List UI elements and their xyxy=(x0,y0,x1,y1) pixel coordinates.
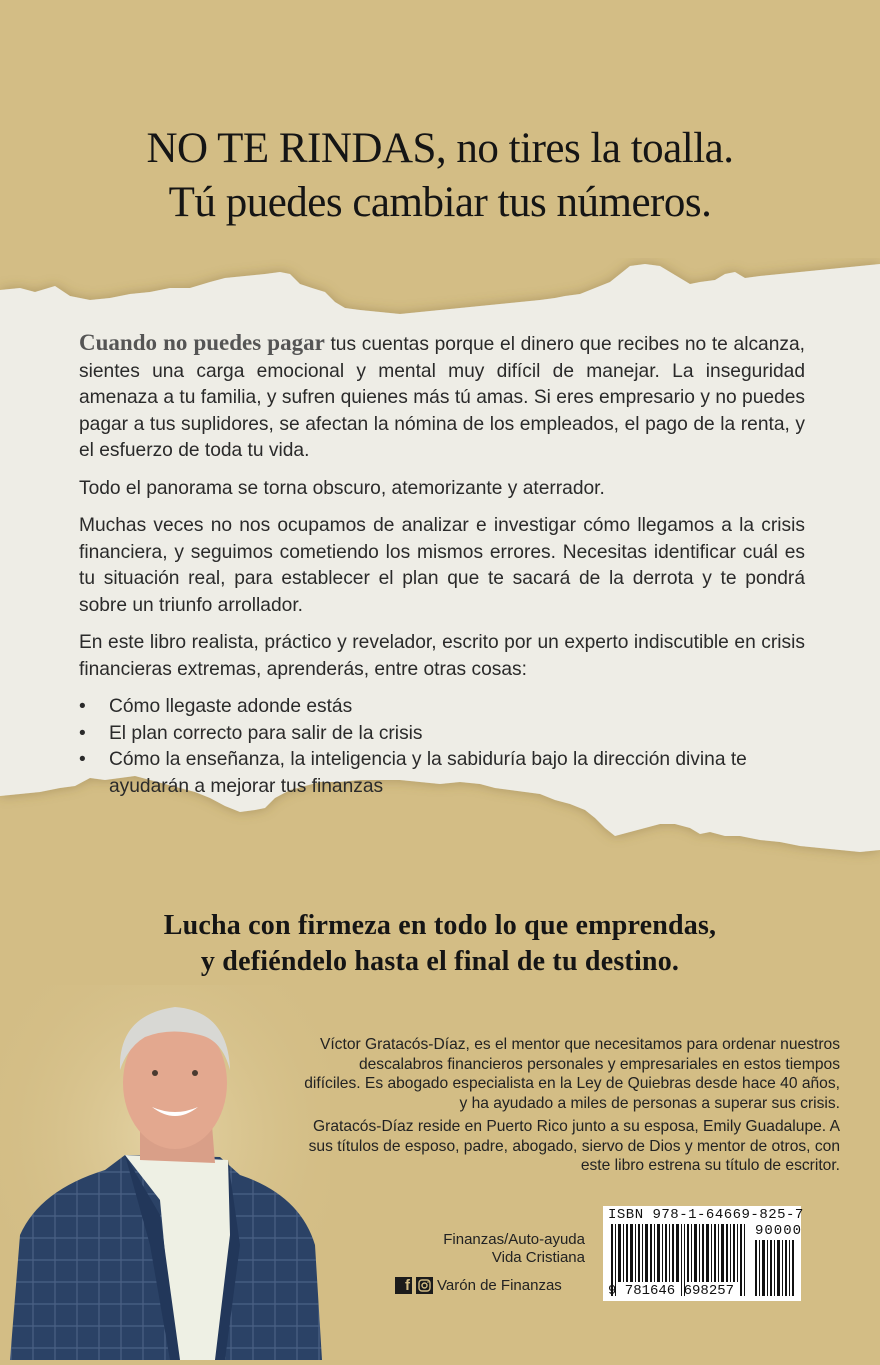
closing-quote xyxy=(0,908,880,980)
list-item: • Cómo llegaste adonde estás xyxy=(79,694,805,721)
author-bio-paragraph-2: Gratacós-Díaz reside en Puerto Rico junto a su esposa, Emily Guadalupe. A sus títulos de esposo, padre, abogado, siervo de Dios y mentor de otros, con este libro estrena su título de escritor. xyxy=(308,1118,840,1174)
headline-line-1: NO TE RINDAS, no tires la toalla. xyxy=(146,125,734,172)
instagram-icon xyxy=(416,1277,433,1294)
synopsis-paragraph-2: Todo el panorama se torna obscuro, atemorizante y aterrador. xyxy=(79,477,605,499)
ean-digits: 9 781646 698257 xyxy=(608,1283,735,1299)
list-item: • El plan correcto para salir de la crisis xyxy=(79,721,805,748)
social-handle-text: Varón de Finanzas xyxy=(437,1277,562,1294)
category-2: Vida Cristiana xyxy=(491,1249,585,1266)
author-photo xyxy=(0,985,330,1360)
synopsis-paragraph-1: Cuando no puedes pagar tus cuentas porque el dinero que recibes no te alcanza, sientes una carga emocional y mental muy difícil de manejar. La inseguridad amenaza a tu familia, y sufren quienes más tú amas. Si eres empresario y no puedes pagar a tus suplidores, se afectan la nómina de los empleados, el pago de la renta, y el esfuerzo de toda tu vida. xyxy=(79,330,805,461)
synopsis-paragraph-4: En este libro realista, práctico y revelador, escrito por un experto indiscutible en crisis financieras extremas, aprenderás, entre otras cosas: xyxy=(79,632,805,680)
list-item: • Cómo la enseñanza, la inteligencia y la sabiduría bajo la dirección divina te ayudarán a mejorar tus finanzas xyxy=(79,747,805,800)
synopsis-paragraph-3: Muchas veces no nos ocupamos de analizar e investigar cómo llegamos a la crisis financiera, y seguimos cometiendo los mismos errores. Necesitas identificar cuál es tu situación real, para establecer el plan que te sacará de la derrota y te pondrá sobre un triunfo arrollador. xyxy=(79,515,805,616)
book-categories xyxy=(400,1231,585,1267)
synopsis xyxy=(79,330,805,800)
closing-quote-line-2: y defiéndelo hasta el final de tu destino. xyxy=(200,946,680,977)
headline-line-2: Tú puedes cambiar tus números. xyxy=(168,179,712,226)
synopsis-lead: Cuando no puedes pagar xyxy=(79,330,325,355)
headline xyxy=(0,122,880,230)
isbn-barcode xyxy=(603,1206,804,1301)
author-bio-paragraph-1: Víctor Gratacós-Díaz, es el mentor que necesitamos para ordenar nuestros descalabros financieros personales y empresariales en estos tiempos difíciles. Es abogado especialista en la Ley de Quiebras desde hace 40 años, y ha ayudado a miles de personas a superar sus crisis. xyxy=(304,1036,840,1112)
learning-points-list xyxy=(79,694,805,800)
closing-quote-line-1: Lucha con firmeza en todo lo que emprendas, xyxy=(163,910,717,941)
category-1: Finanzas/Auto-ayuda xyxy=(443,1231,585,1248)
price-code: 90000 xyxy=(755,1223,803,1239)
author-bio xyxy=(300,1035,840,1180)
isbn-label: ISBN 978-1-64669-825-7 xyxy=(608,1207,804,1223)
social-handle xyxy=(395,1277,562,1294)
facebook-icon: f xyxy=(395,1277,412,1294)
